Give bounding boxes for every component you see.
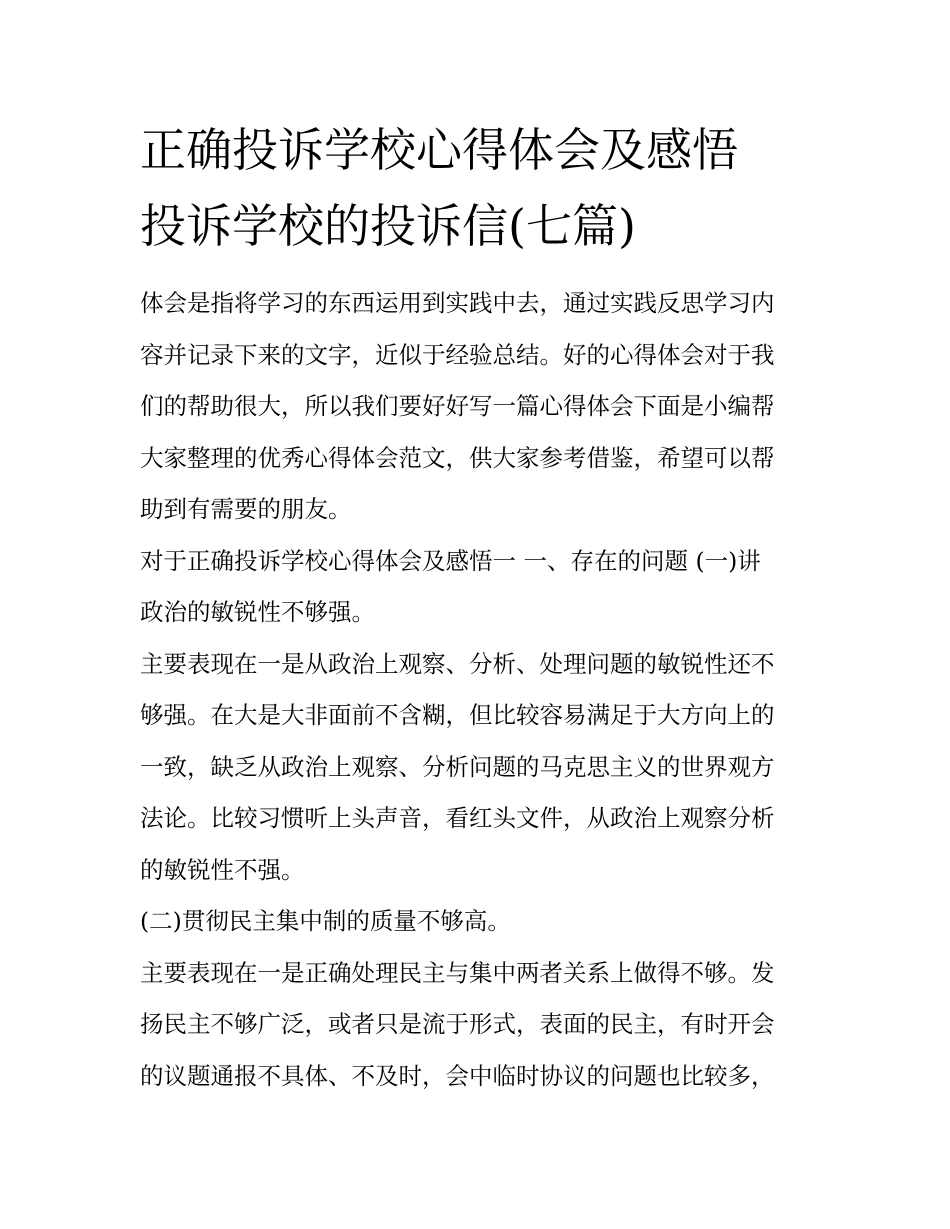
body-line-8: 主要表现在一是从政治上观察、分析、处理问题的敏锐性还不 xyxy=(140,649,775,678)
body-line-12: 的敏锐性不强。 xyxy=(140,855,305,884)
body-line-7: 政治的敏锐性不够强。 xyxy=(140,598,375,626)
title-line-2: 投诉学校的投诉信(七篇) xyxy=(140,199,636,253)
body-line-16: 的议题通报不具体、不及时，会中临时协议的问题也比较多， xyxy=(140,1061,775,1090)
body-line-1: 体会是指将学习的东西运用到实践中去，通过实践反思学习内 xyxy=(140,289,775,317)
body-line-9: 够强。在大是大非面前不含糊，但比较容易满足于大方向上的 xyxy=(140,701,775,729)
body-line-3: 们的帮助很大，所以我们要好好写一篇心得体会下面是小编帮 xyxy=(140,392,775,420)
document-body xyxy=(140,278,820,1102)
body-line-5: 助到有需要的朋友。 xyxy=(140,495,352,523)
body-line-6: 对于正确投诉学校心得体会及感悟一 一、存在的问题 (一)讲 xyxy=(140,546,761,575)
body-line-2: 容并记录下来的文字，近似于经验总结。好的心得体会对于我 xyxy=(140,340,775,369)
body-line-15: 扬民主不够广泛，或者只是流于形式，表面的民主，有时开会 xyxy=(140,1010,775,1038)
body-line-14: 主要表现在一是正确处理民主与集中两者关系上做得不够。发 xyxy=(140,958,775,987)
body-line-10: 一致，缺乏从政治上观察、分析问题的马克思主义的世界观方 xyxy=(140,752,775,781)
title-line-1: 正确投诉学校心得体会及感悟 xyxy=(140,123,738,177)
document-title xyxy=(140,112,840,264)
body-line-11: 法论。比较习惯听上头声音，看红头文件，从政治上观察分析 xyxy=(140,804,775,832)
body-line-4: 大家整理的优秀心得体会范文，供大家参考借鉴，希望可以帮 xyxy=(140,443,775,472)
body-line-13: (二)贯彻民主集中制的质量不够高。 xyxy=(140,907,511,935)
